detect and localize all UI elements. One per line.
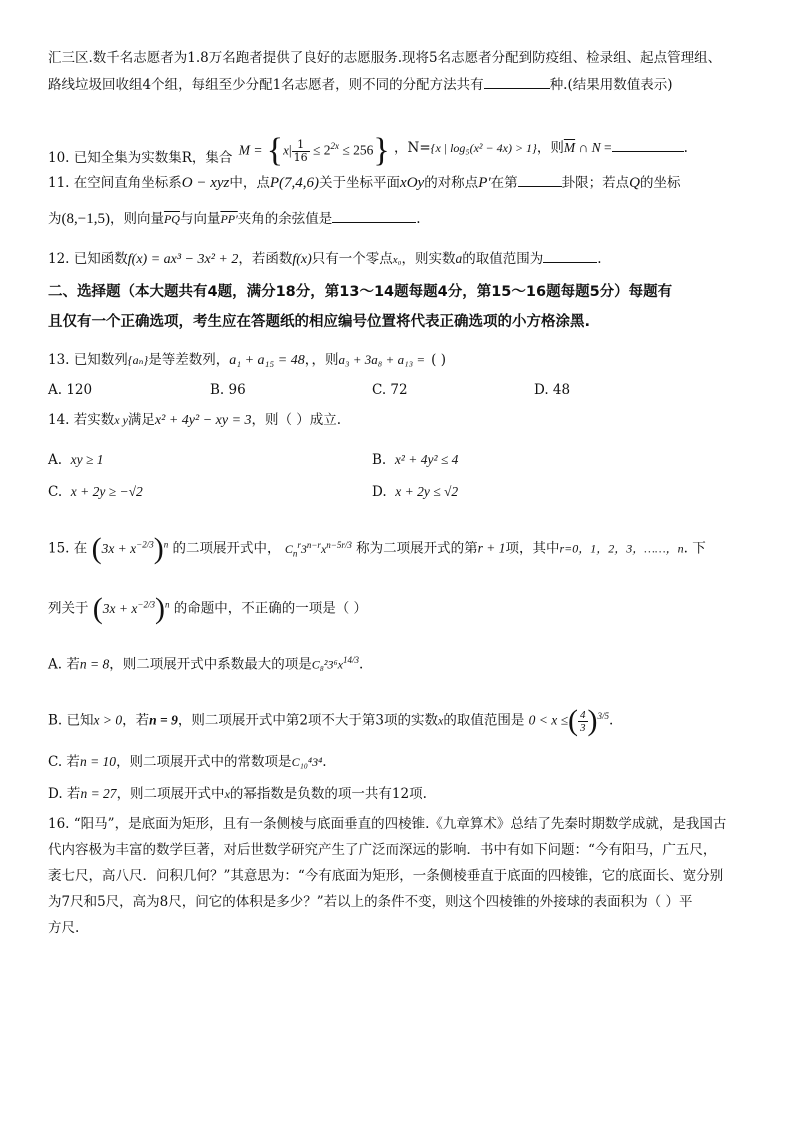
q12: 12. 已知函数f(x) = ax³ − 3x² + 2，若函数f(x)只有一个零点x₀，则实数a的取值范围为 . bbox=[48, 248, 602, 270]
q15-line-1: 15. 在 $(3x + x^{-2/3})^n$ 的二项展开式中， $C_n^r3^{n-r}x^{n-5r/3}$ 称为二项展开式的第r + 1项，其中r=0，1，2，3，……，n. 下 bbox=[48, 532, 706, 565]
q12-answer-blank[interactable] bbox=[543, 248, 597, 263]
q10-set-N: {x | log₅(x² − 4x) > 1} bbox=[430, 140, 537, 155]
q13-option-b[interactable]: B. 96 bbox=[210, 382, 246, 398]
q15-option-c[interactable]: C. 若n = 10，则二项展开式中的常数项是C₁₀⁴3⁴. bbox=[48, 754, 327, 770]
q9-answer-blank[interactable] bbox=[484, 74, 550, 89]
q15-binomial-2: $(3x + x^{-2/3})^n$ bbox=[92, 592, 170, 625]
q9-line-1: 汇三区.数千名志愿者为1.8万名跑者提供了良好的志愿服务.现将5名志愿者分配到防疫组、检录组、起点管理组、 bbox=[48, 50, 722, 66]
q11-blank-1[interactable] bbox=[518, 172, 562, 187]
q15-option-b[interactable]: B. 已知x > 0，若n = 9，则二项展开式中第2项不大于第3项的实数x的取值范围是 0 < x ≤( $\frac{4}{3}$ )$^{3/5}$. bbox=[48, 704, 614, 737]
q9-line-2: 路线垃圾回收组4个组，每组至少分配1名志愿者，则不同的分配方法共有 种.(结果用数值表示) bbox=[48, 74, 673, 95]
q16-line-1: 16. “阳马”，是底面为矩形，且有一条侧棱与底面垂直的四棱锥.《九章算术》总结了先秦时期数学成就，是我国古 bbox=[48, 816, 727, 832]
q15-option-d[interactable]: D. 若n = 27，则二项展开式中x的幂指数是负数的项一共有12项. bbox=[48, 786, 427, 802]
q15-binomial-1: $(3x + x^{-2/3})^n$ bbox=[91, 532, 169, 565]
q15-option-a[interactable]: A. 若n = 8，则二项展开式中系数最大的项是$C_8^23^6x^{14/3}$. bbox=[48, 655, 364, 673]
q10: 10. 已知全集为实数集R，集合 M = {x| $\frac{1}{16}$ ≤ $2^{2x} \le 256$} ，N={x | log₅(x² − 4x) > 1}，则$\overline{M}$ ∩ N = . bbox=[48, 120, 688, 172]
q11-line-1: 11. 在空间直角坐标系O − xyz中，点P(7,4,6)关于坐标平面xOy的对称点P′在第 卦限；若点Q的坐标 bbox=[48, 172, 680, 193]
q15-line-2: 列关于 $(3x + x^{-2/3})^n$ 的命题中，不正确的一项是（ ） bbox=[48, 592, 368, 625]
q11-line-2: 为(8,−1,5)，则向量$\overline{PQ}$与向量PP′夹角的余弦值是 . bbox=[48, 208, 421, 229]
q14-option-d[interactable]: D. x + 2y ≤ √2 bbox=[372, 484, 459, 500]
q10-set-M: M = {x| $\frac{1}{16}$ ≤ $2^{2x} \le 256$} bbox=[238, 132, 390, 169]
q16-line-4: 为7尺和5尺，高为8尺，问它的体积是多少？”若以上的条件不变，则这个四棱锥的外接球的表面积为（ ）平 bbox=[48, 894, 693, 910]
q14-option-c[interactable]: C. x + 2y ≥ −√2 bbox=[48, 484, 143, 500]
q13-option-c[interactable]: C. 72 bbox=[372, 382, 408, 398]
q16-line-2: 代内容极为丰富的数学巨著，对后世数学研究产生了广泛而深远的影响．书中有如下问题：“今有阳马，广五尺， bbox=[48, 842, 717, 858]
q13-option-a[interactable]: A. 120 bbox=[48, 382, 93, 398]
q10-answer-blank[interactable] bbox=[612, 137, 684, 152]
section-2-heading-line-1: 二、选择题（本大题共有4题，满分18分，第13～14题每题4分，第15～16题每题5分）每题有 bbox=[48, 284, 673, 300]
q14-option-b[interactable]: B. x² + 4y² ≤ 4 bbox=[372, 452, 459, 468]
q13-option-d[interactable]: D. 48 bbox=[534, 382, 571, 398]
q13: 13. 已知数列{aₙ}是等差数列，a₁ + a₁₅ = 48，，则a₃ + 3a₈ + a₁₃ = ( ) bbox=[48, 352, 446, 368]
q16-line-3: 袤七尺，高八尺．问积几何？”其意思为：“今有底面为矩形，一条侧棱垂直于底面的四棱锥，它的底面长、宽分别 bbox=[48, 868, 724, 884]
q14-option-a[interactable]: A. xy ≥ 1 bbox=[48, 452, 104, 468]
q14: 14. 若实数x y满足x² + 4y² − xy = 3，则（ ）成立. bbox=[48, 412, 342, 428]
section-2-heading-line-2: 且仅有一个正确选项，考生应在答题纸的相应编号位置将代表正确选项的小方格涂黑. bbox=[48, 314, 591, 330]
q16-line-5: 方尺. bbox=[48, 920, 80, 936]
q11-blank-2[interactable] bbox=[332, 208, 416, 223]
